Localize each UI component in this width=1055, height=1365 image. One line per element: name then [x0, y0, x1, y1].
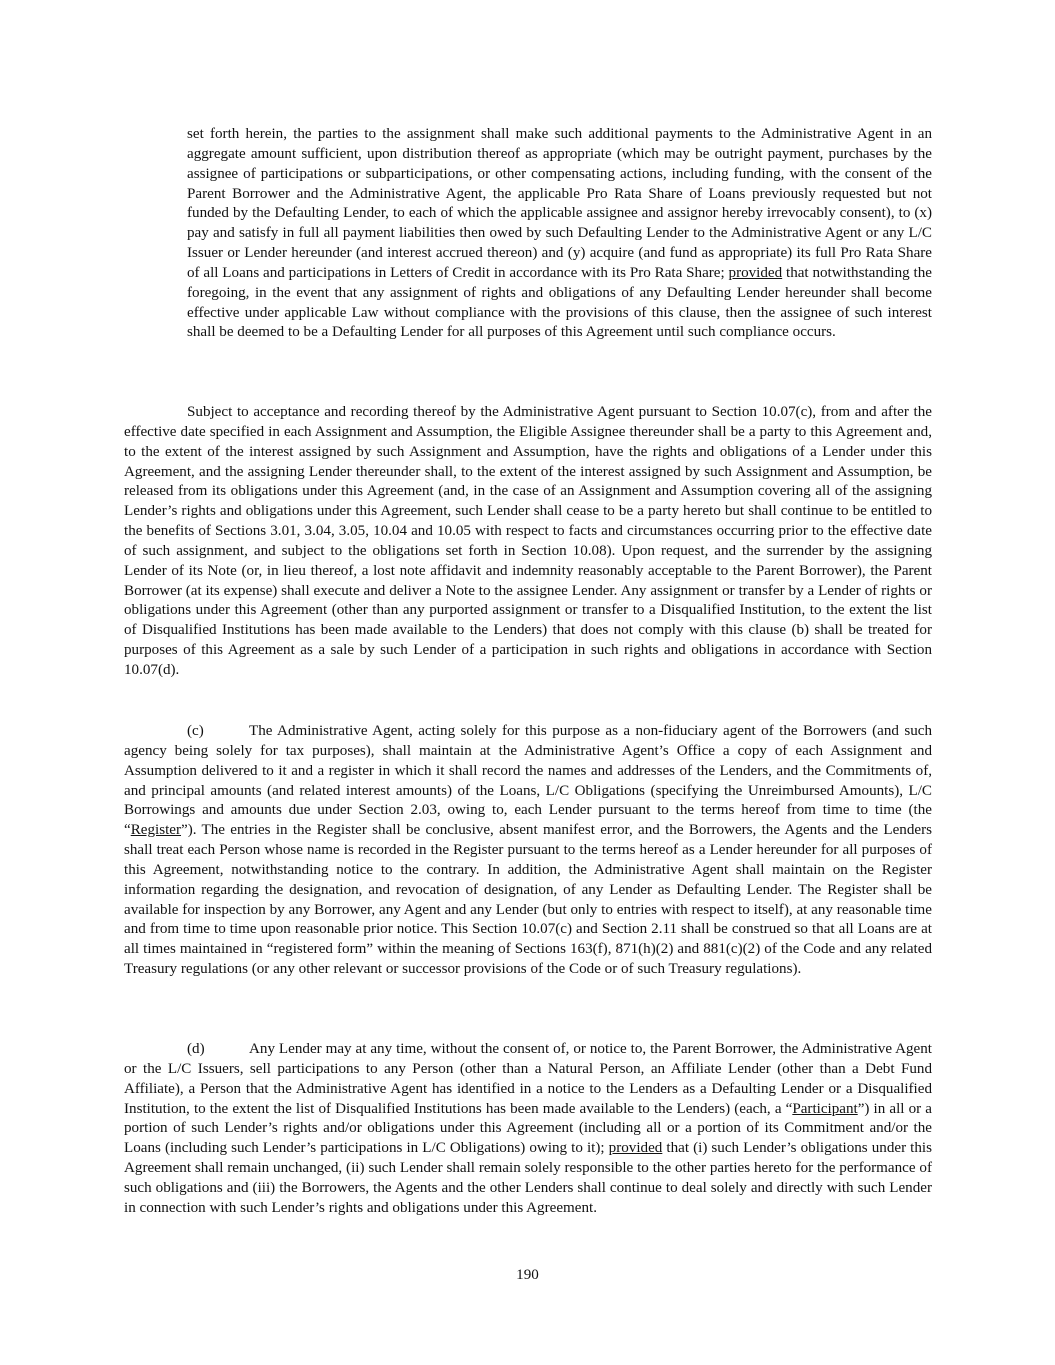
p2-text: Subject to acceptance and recording thereof by the Administrative Agent pursuant to Section 10.07(c), from and after the effective date specified in each Assignment and Assumption, the Eligible Assignee thereunder shall be a party to this Agreement and, to the extent of the interest assigned by such Assignment and Assumption, have the rights and obligations of a Lender under this Agreement, and the assigning Lender thereunder shall, to the extent of the interest assigned by such Assignment and Assumption, be released from its obligations under this Agreement (and, in the case of an Assignment and Assumption covering all of the assigning Lender’s rights and obligations under this Agreement, such Lender shall cease to be a party hereto but shall continue to be entitled to the benefits of Sections 3.01, 3.04, 3.05, 10.04 and 10.05 with respect to facts and circumstances occurring prior to the effective date of such assignment, and subject to the obligations set forth in Section 10.08). Upon request, and the surrender by the assigning Lender of its Note (or, in lieu thereof, a lost note affidavit and indemnity reasonably acceptable to the Parent Borrower), the Parent Borrower (at its expense) shall execute and deliver a Note to the assignee Lender. Any assignment or transfer by a Lender of rights or obligations under this Agreement (other than any purported assignment or transfer to a Disqualified Institution, to the extent the list of Disqualified Institutions has been made available to the Lenders) that does not comply with this clause (b) shall be treated for purposes of this Agreement as a sale by such Lender of a participation in such rights and obligations in accordance with Section 10.07(d). [124, 404, 932, 678]
p1-text-b: that notwithstanding the foregoing, in the event that any assignment of rights and obligations of any Defaulting Lender hereunder shall become effective under applicable Law without compliance with the provisions of this clause, then the assignee of such interest shall be deemed to be a Defaulting Lender for all purposes of this Agreement until such compliance occurs. [187, 264, 932, 341]
p4-clause-label: (d) [187, 1041, 205, 1057]
p4-participant-term: Participant [792, 1100, 858, 1117]
p1-text-a: set forth herein, the parties to the assignment shall make such additional payments to the Administrative Agent in an aggregate amount sufficient, upon distribution thereof as appropriate (which may be outright payment, purchases by the assignee of participations or subparticipations, or other compensating actions, including funding, with the consent of the Parent Borrower and the Administrative Agent, the applicable Pro Rata Share of Loans previously requested but not funded by the Defaulting Lender, to each of which the applicable assignee and assignor hereby irrevocably consent), to (x) pay and satisfy in full all payment liabilities then owed by such Defaulting Lender to the Administrative Agent or any L/C Issuer or Lender hereunder (and interest accrued thereon) and (y) acquire (and fund as appropriate) its full Pro Rata Share of all Loans and participations in Letters of Credit in accordance with its Pro Rata Share; [187, 126, 932, 281]
p4-text-c: that (i) such Lender’s obligations under this Agreement shall remain unchanged, (ii) such Lender shall remain solely responsible to the other parties hereto for the performance of such obligations and (iii) the Borrowers, the Agents and the other Lenders shall continue to deal solely and directly with such Lender in connection with such Lender’s rights and obligations under this Agreement. [124, 1140, 932, 1216]
p4-text-a: Any Lender may at any time, without the consent of, or notice to, the Parent Borrower, the Administrative Agent or the L/C Issuers, sell participations to any Person (other than a Natural Person, an Affiliate Lender (other than a Debt Fund Affiliate), a Person that the Administrative Agent has identified in a notice to the Lenders as a Defaulting Lender or a Disqualified Institution, to the extent the list of Disqualified Institutions has been made available to the Lenders) (each, a “ [124, 1041, 932, 1117]
p3-text-a: The Administrative Agent, acting solely for this purpose as a non-fiduciary agent of the Borrowers (and such agency being solely for tax purposes), shall maintain at the Administrative Agent’s Office a copy of each Assignment and Assumption delivered to it and a register in which it shall record the names and addresses of the Lenders, and the Commitments of, and principal amounts (and related interest amounts) of the Loans, L/C Obligations (specifying the Unreimbursed Amounts), L/C Borrowings and amounts due under Section 2.03, owing to, each Lender pursuant to the terms hereof from time to time (the “ [124, 723, 932, 839]
paragraph-subject-to-acceptance [124, 403, 932, 681]
page-number: 190 [516, 1267, 539, 1283]
paragraph-c-register [124, 722, 932, 980]
p1-provided-term: provided [728, 264, 783, 281]
paragraph-d-participations [124, 1040, 932, 1219]
p3-clause-label: (c) [187, 723, 204, 739]
p4-provided-term: provided [608, 1140, 663, 1157]
p3-register-term: Register [130, 822, 182, 839]
paragraph-assignment-defaulting-lender [187, 125, 932, 343]
p4-text-b: ”) in all or a portion of such Lender’s rights and/or obligations under this Agreement (including all or a portion of its Commitment and/or the Loans (including such Lender’s participations in L/C Obligations) owing to it); [124, 1100, 932, 1157]
p3-text-b: ”). The entries in the Register shall be conclusive, absent manifest error, and the Borrowers, the Agents and the Lenders shall treat each Person whose name is recorded in the Register pursuant to the terms hereof as a Lender hereunder for all purposes of this Agreement, notwithstanding notice to the contrary. In addition, the Administrative Agent shall maintain on the Register information regarding the designation, and revocation of designation, of any Lender as Defaulting Lender. The Register shall be available for inspection by any Borrower, any Agent and any Lender (but only to entries with respect to itself), at any reasonable time and from time to time upon reasonable prior notice. This Section 10.07(c) and Section 2.11 shall be construed so that all Loans are at all times maintained in “registered form” within the meaning of Sections 163(f), 871(h)(2) and 881(c)(2) of the Code and any related Treasury regulations (or any other relevant or successor provisions of the Code or of such Treasury regulations). [124, 822, 932, 978]
